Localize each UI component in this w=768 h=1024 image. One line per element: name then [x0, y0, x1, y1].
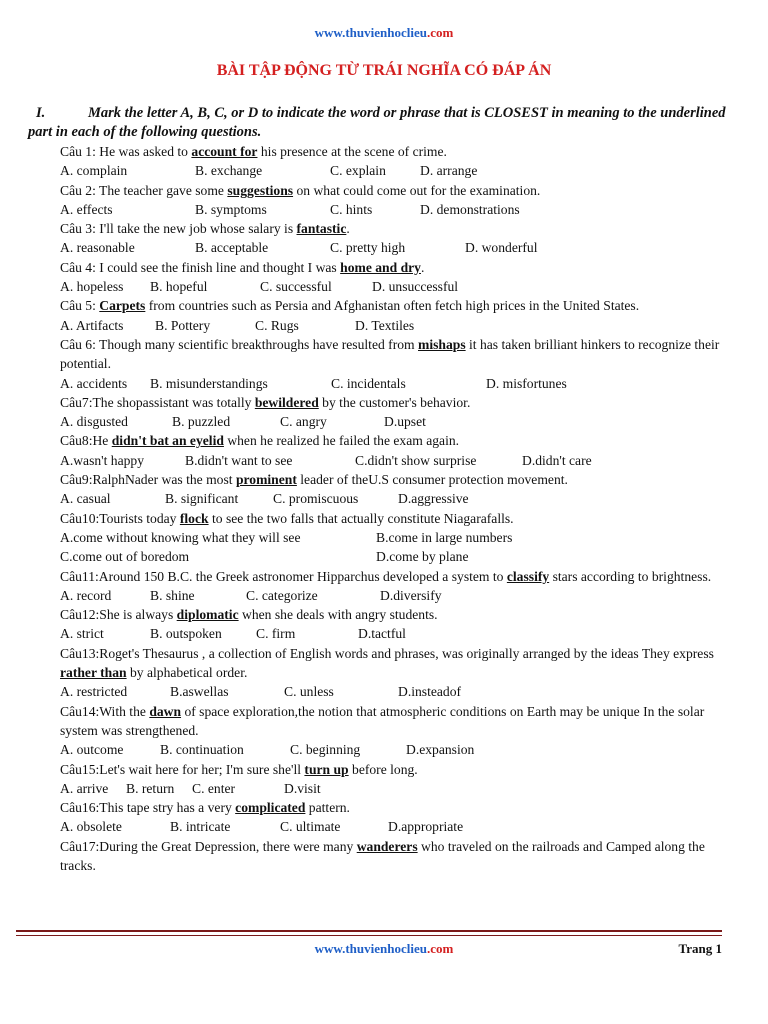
- underlined-keyword: Carpets: [99, 298, 146, 314]
- answer-options: [60, 200, 728, 219]
- question: [60, 258, 728, 277]
- answer-option[interactable]: C. firm: [256, 626, 296, 642]
- instruction: [28, 104, 728, 142]
- underlined-keyword: wanderers: [356, 838, 418, 854]
- answer-option[interactable]: B. misunderstandings: [150, 375, 268, 391]
- question: [60, 142, 728, 161]
- answer-option[interactable]: C.didn't show surprise: [355, 452, 477, 468]
- answer-option[interactable]: C. unless: [284, 684, 334, 700]
- answer-options: [60, 779, 728, 798]
- answer-option[interactable]: A. Artifacts: [60, 317, 124, 333]
- answer-option[interactable]: A.come without knowing what they will see: [60, 529, 301, 545]
- underlined-keyword: diplomatic: [176, 607, 239, 623]
- question-text: Câu15:Let's wait here for her; I'm sure she'll: [60, 761, 305, 777]
- answer-options: [60, 316, 728, 335]
- answer-options: [60, 451, 728, 470]
- answer-option[interactable]: D.visit: [284, 780, 321, 796]
- question-text-end: when she deals with angry students.: [238, 607, 438, 623]
- question-text: Câu10:Tourists today: [60, 510, 180, 526]
- question: [60, 431, 728, 450]
- answer-option[interactable]: B. outspoken: [150, 626, 222, 642]
- question: [60, 509, 728, 528]
- question-text: Câu14:With the: [60, 703, 150, 719]
- question-text-end: by alphabetical order.: [126, 665, 248, 681]
- header-website-link[interactable]: [0, 25, 768, 41]
- answer-option[interactable]: B. symptoms: [195, 201, 267, 217]
- instruction-number: I.: [36, 105, 46, 121]
- underlined-keyword: flock: [179, 510, 209, 526]
- question-text-end: .: [420, 259, 425, 275]
- answer-options: [60, 277, 728, 296]
- question-text-end: to see the two falls that actually constitute Niagarafalls.: [208, 510, 514, 526]
- page-title: BÀI TẬP ĐỘNG TỪ TRÁI NGHĨA CÓ ĐÁP ÁN: [216, 62, 552, 79]
- answer-option[interactable]: D.appropriate: [388, 819, 464, 835]
- answer-option[interactable]: A. disgusted: [60, 414, 128, 430]
- footer-divider-thin: [16, 935, 722, 936]
- underlined-keyword: fantastic: [296, 221, 347, 237]
- answer-option[interactable]: B. intricate: [170, 819, 231, 835]
- answer-option[interactable]: B. exchange: [195, 163, 263, 179]
- answer-option[interactable]: B. Pottery: [155, 317, 211, 333]
- question-text: Câu 2: The teacher gave some: [60, 182, 228, 198]
- answer-options: [60, 817, 728, 836]
- question: [60, 181, 728, 200]
- underlined-keyword: classify: [506, 568, 550, 584]
- answer-option[interactable]: A.wasn't happy: [60, 452, 144, 468]
- answer-options: [60, 374, 728, 393]
- answer-options: [60, 740, 728, 759]
- answer-option[interactable]: A. accidents: [60, 375, 128, 391]
- answer-option[interactable]: C. successful: [260, 279, 332, 295]
- answer-option[interactable]: A. strict: [60, 626, 104, 642]
- answer-option[interactable]: D. wonderful: [465, 240, 538, 256]
- question: [60, 393, 728, 412]
- answer-options: [60, 238, 728, 257]
- underlined-keyword: dawn: [149, 703, 182, 719]
- answer-option[interactable]: A. complain: [60, 163, 128, 179]
- header-site-tld: .com: [426, 25, 454, 40]
- question: [60, 798, 728, 817]
- answer-option[interactable]: C. ultimate: [280, 819, 341, 835]
- question: [60, 605, 728, 624]
- answer-option[interactable]: A. record: [60, 587, 112, 603]
- answer-option[interactable]: B. acceptable: [195, 240, 269, 256]
- question-text: Câu13:Roget's Thesaurus , a collection of English words and phrases, was originally arranged by the ideas They express: [60, 645, 714, 661]
- answer-option[interactable]: A. arrive: [60, 780, 109, 796]
- question-text-end: leader of theU.S consumer protection movement.: [296, 472, 568, 488]
- answer-option[interactable]: A. casual: [60, 491, 111, 507]
- question-text-end: of space exploration,the notion that atmospheric conditions on Earth may be unique In the solar system was strengthened.: [60, 703, 705, 738]
- answer-option[interactable]: B.come in large numbers: [376, 529, 513, 545]
- underlined-keyword: prominent: [235, 472, 297, 488]
- footer-site-name: www.thuvienhoclieu: [314, 941, 427, 956]
- answer-option[interactable]: A. restricted: [60, 684, 128, 700]
- question: [60, 335, 728, 374]
- answer-option[interactable]: D.expansion: [406, 742, 475, 758]
- underlined-keyword: complicated: [235, 800, 306, 816]
- question-text-end: from countries such as Persia and Afghanistan often fetch high prices in the United States.: [145, 298, 640, 314]
- answer-option[interactable]: C. incidentals: [331, 375, 406, 391]
- answer-option[interactable]: B. puzzled: [172, 414, 231, 430]
- underlined-keyword: suggestions: [227, 182, 294, 198]
- answer-option[interactable]: D.insteadof: [398, 684, 462, 700]
- answer-options: [60, 624, 728, 643]
- answer-option[interactable]: D. unsuccessful: [372, 279, 459, 295]
- question: [60, 470, 728, 489]
- answer-option[interactable]: C. enter: [192, 780, 236, 796]
- answer-option[interactable]: D.come by plane: [376, 549, 469, 565]
- page-number: Trang 1: [678, 941, 722, 956]
- answer-option[interactable]: C. pretty high: [330, 240, 406, 256]
- answer-option[interactable]: B. return: [126, 780, 175, 796]
- question-text: Câu9:RalphNader was the most: [60, 472, 236, 488]
- answer-option[interactable]: D. Textiles: [355, 317, 415, 333]
- underlined-keyword: turn up: [304, 761, 349, 777]
- footer-divider: [16, 930, 722, 932]
- question-text: Câu 5:: [60, 298, 100, 314]
- answer-option[interactable]: B.aswellas: [170, 684, 229, 700]
- answer-option[interactable]: C.come out of boredom: [60, 549, 190, 565]
- answer-option[interactable]: B.didn't want to see: [185, 452, 293, 468]
- question-text-end: on what could come out for the examination.: [293, 182, 541, 198]
- underlined-keyword: rather than: [60, 665, 127, 681]
- question-text-end: .: [346, 221, 350, 237]
- footer-website-link[interactable]: [0, 941, 768, 957]
- question-text: Câu 6: Though many scientific breakthroughs have resulted from: [60, 336, 419, 352]
- underlined-keyword: bewildered: [254, 394, 319, 410]
- answer-option[interactable]: A. hopeless: [60, 279, 124, 295]
- answer-option[interactable]: C. hints: [330, 201, 373, 217]
- answer-option[interactable]: D. misfortunes: [486, 375, 567, 391]
- question: [60, 296, 728, 315]
- underlined-keyword: home and dry: [340, 259, 421, 275]
- answer-option[interactable]: D.diversify: [380, 587, 442, 603]
- answer-option[interactable]: C. explain: [330, 163, 386, 179]
- answer-options: [60, 412, 728, 431]
- question-text: Câu8:He: [60, 433, 112, 449]
- question: [60, 567, 728, 586]
- answer-option[interactable]: A. effects: [60, 201, 113, 217]
- question-text: Câu 3: I'll take the new job whose salary is: [60, 221, 297, 237]
- answer-option[interactable]: A. outcome: [60, 742, 124, 758]
- question-text: Câu17:During the Great Depression, there were many: [60, 838, 357, 854]
- answer-option[interactable]: D. demonstrations: [420, 201, 520, 217]
- answer-option[interactable]: D. arrange: [420, 163, 478, 179]
- answer-option[interactable]: B. shine: [150, 587, 195, 603]
- question: [60, 837, 728, 876]
- question-text-end: by the customer's behavior.: [318, 394, 471, 410]
- header-site-name: www.thuvienhoclieu: [314, 25, 427, 40]
- answer-options: [60, 161, 728, 180]
- question: [60, 702, 728, 741]
- answer-option[interactable]: C. categorize: [246, 587, 318, 603]
- question-text-end: stars according to brightness.: [549, 568, 712, 584]
- question-text-end: pattern.: [305, 800, 350, 816]
- question-text-end: when he realized he failed the exam again.: [223, 433, 460, 449]
- question: [60, 644, 728, 683]
- answer-options: [60, 586, 728, 605]
- answer-option[interactable]: D.didn't care: [522, 452, 592, 468]
- question-text: Câu16:This tape stry has a very: [60, 800, 236, 816]
- question-text-end: who traveled on the railroads and Camped along the tracks.: [60, 838, 705, 873]
- question-list: [60, 142, 728, 875]
- underlined-keyword: account for: [191, 144, 258, 159]
- question: [60, 219, 728, 238]
- answer-option[interactable]: D.aggressive: [398, 491, 469, 507]
- answer-option[interactable]: A. obsolete: [60, 819, 122, 835]
- underlined-keyword: didn't bat an eyelid: [111, 433, 224, 449]
- answer-option[interactable]: C. angry: [280, 414, 327, 430]
- answer-option[interactable]: A. reasonable: [60, 240, 135, 256]
- answer-options: [60, 682, 728, 701]
- question: [60, 760, 728, 779]
- question-text-end: his presence at the scene of crime.: [257, 144, 447, 159]
- answer-option[interactable]: C. beginning: [290, 742, 361, 758]
- footer-site-tld: .com: [426, 941, 454, 956]
- answer-option[interactable]: B. hopeful: [150, 279, 208, 295]
- answer-option[interactable]: C. promiscuous: [273, 491, 359, 507]
- question-text: Câu 4: I could see the finish line and thought I was: [60, 259, 341, 275]
- answer-options: [60, 528, 728, 567]
- answer-option[interactable]: D.upset: [384, 414, 426, 430]
- underlined-keyword: mishaps: [418, 336, 466, 352]
- question-text-end: it has taken brilliant hinkers to recognize their potential.: [60, 336, 720, 372]
- question-text: Câu7:The shopassistant was totally: [60, 394, 255, 410]
- answer-option[interactable]: B. continuation: [160, 742, 244, 758]
- question-text: Câu11:Around 150 B.C. the Greek astronomer Hipparchus developed a system to: [60, 568, 507, 584]
- instruction-text: Mark the letter A, B, C, or D to indicate the word or phrase that is CLOSEST in meaning to the underlined part in each of the following questions.: [28, 105, 726, 140]
- question-text: Câu12:She is always: [60, 607, 177, 623]
- question-text: Câu 1: He was asked to: [60, 144, 192, 159]
- question-text-end: before long.: [348, 761, 418, 777]
- answer-options: [60, 489, 728, 508]
- answer-option[interactable]: B. significant: [165, 491, 239, 507]
- answer-option[interactable]: D.tactful: [358, 626, 406, 642]
- answer-option[interactable]: C. Rugs: [255, 317, 299, 333]
